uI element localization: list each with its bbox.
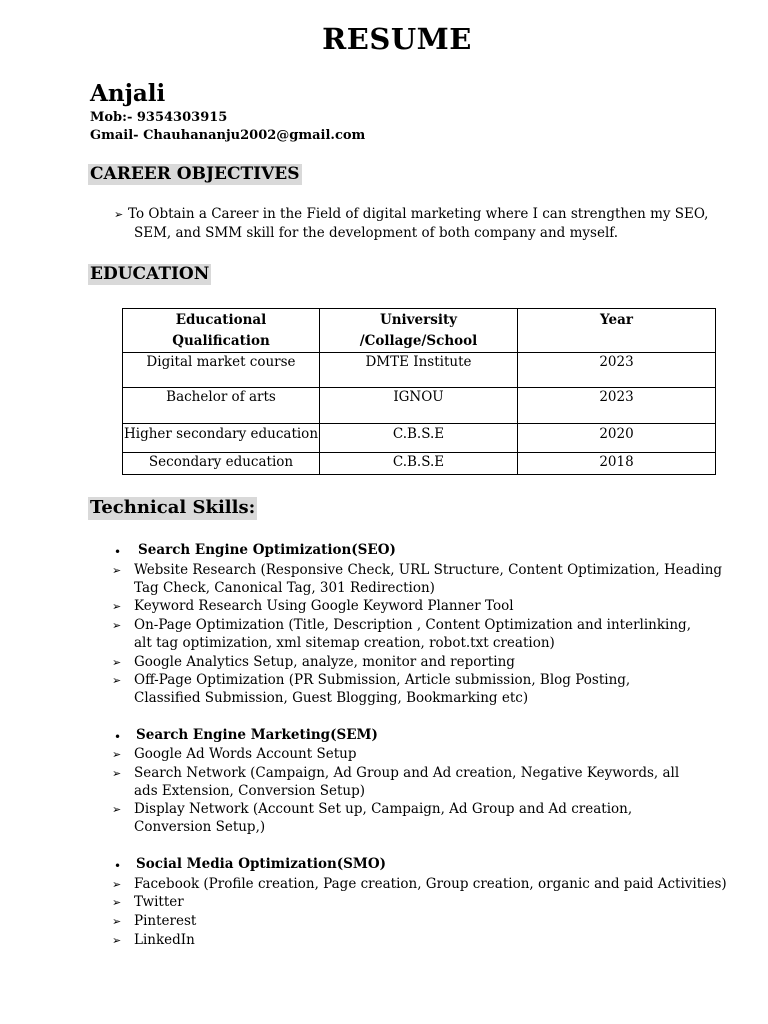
- bullet-icon: •: [114, 730, 122, 744]
- table-row: [123, 353, 716, 388]
- skill-item: Website Research (Responsive Check, URL Structure, Content Optimization, Heading: [134, 562, 723, 578]
- arrow-bullet-icon: ➢: [112, 915, 122, 928]
- skill-item: LinkedIn: [134, 932, 195, 948]
- table-cell: 2018: [518, 453, 716, 475]
- table-cell: Secondary education: [123, 453, 320, 475]
- table-header-cell: University /Collage/School: [320, 309, 518, 353]
- table-cell: Digital market course: [123, 353, 320, 388]
- skill-item: Off-Page Optimization (PR Submission, Article submission, Blog Posting,: [134, 672, 631, 688]
- arrow-bullet-icon: ➢: [112, 674, 122, 687]
- skill-item: Classified Submission, Guest Blogging, Bookmarking etc): [134, 690, 529, 706]
- skill-item: On-Page Optimization (Title, Description , Content Optimization and interlinking,: [134, 617, 691, 633]
- arrow-bullet-icon: ➢: [112, 600, 122, 613]
- education-table: [122, 308, 716, 475]
- arrow-bullet-icon: ➢: [112, 896, 122, 909]
- skill-item: Google Ad Words Account Setup: [134, 746, 357, 762]
- skill-item: Twitter: [134, 894, 184, 910]
- seo-subheading: Search Engine Optimization(SEO): [138, 542, 396, 558]
- skill-item: ads Extension, Conversion Setup): [134, 783, 365, 799]
- table-cell: 2020: [518, 424, 716, 453]
- technical-skills-heading: Technical Skills:: [90, 497, 256, 518]
- arrow-bullet-icon: ➢: [112, 934, 122, 947]
- career-objective-line: To Obtain a Career in the Field of digital marketing where I can strengthen my SEO,: [128, 206, 709, 222]
- arrow-bullet-icon: ➢: [112, 748, 122, 761]
- bullet-icon: •: [114, 545, 122, 559]
- arrow-bullet-icon: ➢: [112, 767, 122, 780]
- table-cell: Bachelor of arts: [123, 388, 320, 424]
- table-cell: C.B.S.E: [320, 453, 518, 475]
- candidate-name: Anjali: [90, 80, 166, 107]
- arrow-bullet-icon: ➢: [112, 656, 122, 669]
- arrow-bullet-icon: ➢: [112, 878, 122, 891]
- arrow-bullet-icon: ➢: [112, 564, 122, 577]
- table-header-cell: Educational Qualification: [123, 309, 320, 353]
- skill-item: Search Network (Campaign, Ad Group and Ad creation, Negative Keywords, all: [134, 765, 680, 781]
- table-cell: Higher secondary education: [123, 424, 320, 453]
- table-row: [123, 388, 716, 424]
- bullet-icon: •: [114, 859, 122, 873]
- table-cell: C.B.S.E: [320, 424, 518, 453]
- skill-item: Keyword Research Using Google Keyword Planner Tool: [134, 598, 514, 614]
- skill-item: Pinterest: [134, 913, 197, 929]
- arrow-bullet-icon: ➢: [112, 803, 122, 816]
- education-heading: EDUCATION: [90, 264, 210, 284]
- skill-item: Google Analytics Setup, analyze, monitor and reporting: [134, 654, 515, 670]
- skill-item: Conversion Setup,): [134, 819, 266, 835]
- smo-subheading: Social Media Optimization(SMO): [136, 856, 387, 872]
- sem-subheading: Search Engine Marketing(SEM): [136, 727, 378, 743]
- table-header-cell: Year: [518, 309, 716, 353]
- skill-item: Tag Check, Canonical Tag, 301 Redirection): [134, 580, 435, 596]
- skill-item: alt tag optimization, xml sitemap creation, robot.txt creation): [134, 635, 555, 651]
- email-address: Gmail- Chauhananju2002@gmail.com: [90, 128, 366, 143]
- resume-title: RESUME: [322, 22, 472, 56]
- table-row: [123, 424, 716, 453]
- table-cell: DMTE Institute: [320, 353, 518, 388]
- career-objectives-heading: CAREER OBJECTIVES: [90, 164, 300, 184]
- table-cell: 2023: [518, 353, 716, 388]
- mobile-number: Mob:- 9354303915: [90, 110, 228, 125]
- table-row: [123, 453, 716, 475]
- arrow-bullet-icon: ➢: [112, 619, 122, 632]
- arrow-bullet-icon: ➢: [114, 208, 124, 221]
- table-cell: 2023: [518, 388, 716, 424]
- table-header-row: [123, 309, 716, 353]
- skill-item: Facebook (Profile creation, Page creation, Group creation, organic and paid Activities): [134, 876, 727, 892]
- table-cell: IGNOU: [320, 388, 518, 424]
- skill-item: Display Network (Account Set up, Campaign, Ad Group and Ad creation,: [134, 801, 633, 817]
- career-objective-line: SEM, and SMM skill for the development of both company and myself.: [134, 225, 619, 241]
